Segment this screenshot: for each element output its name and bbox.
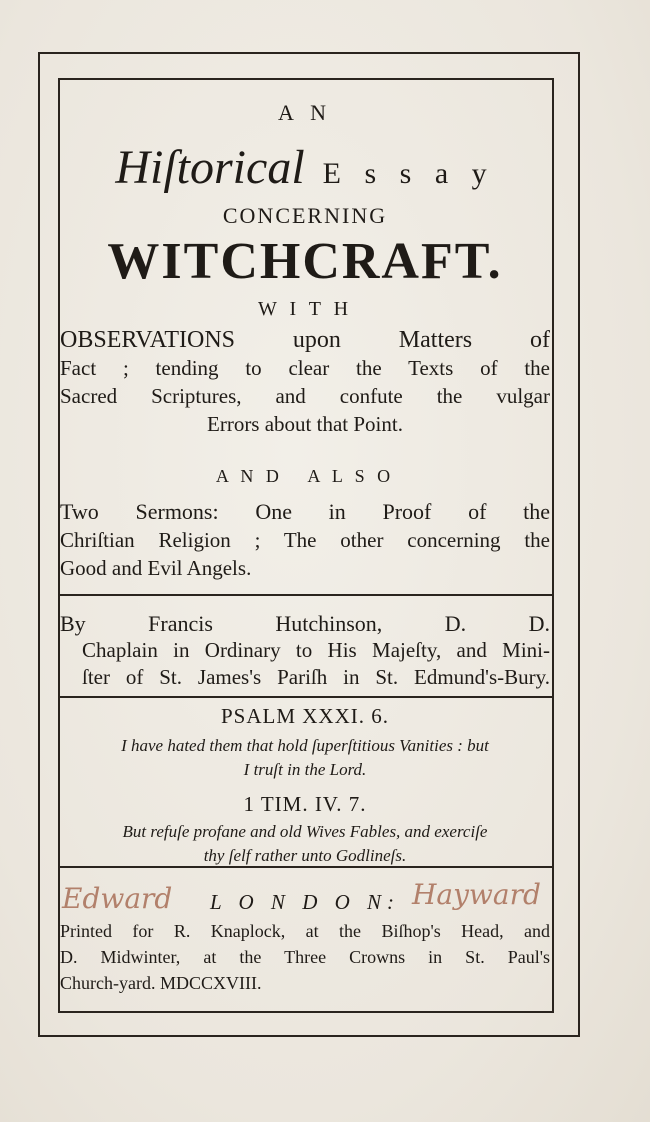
with-line: W I T H bbox=[257, 298, 353, 320]
author-line-2: Chaplain in Ordinary to His Majeſty, and Mini- bbox=[82, 638, 550, 662]
inner-rule-top bbox=[58, 78, 554, 80]
imprint-line-1: Printed for R. Knaplock, at the Biſhop's Head, and bbox=[60, 921, 550, 941]
tim-text-line-1: But refuſe profane and old Wives Fables, and exerciſe bbox=[122, 822, 488, 841]
subtitle-line-4: Errors about that Point. bbox=[207, 412, 403, 436]
author bbox=[60, 610, 550, 691]
title-witchcraft: WITCHCRAFT. bbox=[107, 233, 503, 290]
outer-rule-right bbox=[578, 52, 580, 1037]
outer-rule-left bbox=[38, 52, 40, 1037]
subtitle bbox=[60, 326, 550, 438]
title-concerning: CONCERNING bbox=[222, 203, 388, 228]
sermons-line-2: Chriſtian Religion ; The other concerning the bbox=[60, 528, 550, 552]
sermons-line-3: Good and Evil Angels. bbox=[60, 556, 252, 580]
imprint-place: L O N D O N: bbox=[209, 890, 401, 914]
psalm-ref: PSALM XXXI. 6. bbox=[220, 704, 389, 728]
outer-rule-top bbox=[38, 52, 580, 54]
outer-rule-bottom bbox=[38, 1035, 580, 1037]
imprint-line-3: Church-yard. MDCCXVIII. bbox=[60, 973, 262, 993]
subtitle-line-2: Fact ; tending to clear the Texts of the bbox=[60, 356, 550, 380]
divider-1 bbox=[60, 594, 552, 596]
subtitle-line-3: Sacred Scriptures, and confute the vulgar bbox=[60, 384, 550, 408]
tim-text-line-2: thy ſelf rather unto Godlineſs. bbox=[203, 846, 407, 865]
title-historical: Hiſtorical bbox=[115, 141, 305, 194]
author-line-3: ſter of St. James's Pariſh in St. Edmund's-Bury. bbox=[82, 665, 550, 689]
signature-first-name: Edward bbox=[62, 882, 173, 915]
sermons-line-1: Two Sermons: One in Proof of the bbox=[60, 499, 550, 524]
sermons bbox=[60, 498, 550, 582]
title-article: A N bbox=[277, 100, 333, 125]
psalm-text bbox=[60, 734, 550, 782]
divider-2 bbox=[60, 696, 552, 698]
and-also: A N D A L S O bbox=[215, 466, 395, 486]
title-essay: E s s a y bbox=[322, 157, 495, 190]
psalm-text-line-2: I truſt in the Lord. bbox=[243, 760, 367, 779]
imprint-line-2: D. Midwinter, at the Three Crowns in St. Paul's bbox=[60, 947, 550, 967]
inner-rule-bottom bbox=[58, 1011, 554, 1013]
subtitle-line-1: OBSERVATIONS upon Matters of bbox=[60, 327, 550, 353]
title-historical-essay bbox=[60, 140, 550, 196]
author-line-1: By Francis Hutchinson, D. D. bbox=[60, 611, 550, 636]
inner-rule-right bbox=[552, 78, 554, 1013]
psalm-text-line-1: I have hated them that hold ſuperſtitious Vanities : but bbox=[121, 736, 489, 755]
imprint bbox=[60, 918, 550, 996]
tim-text bbox=[60, 820, 550, 868]
tim-ref: 1 TIM. IV. 7. bbox=[243, 792, 367, 816]
signature-last-name: Hayward bbox=[412, 878, 541, 911]
